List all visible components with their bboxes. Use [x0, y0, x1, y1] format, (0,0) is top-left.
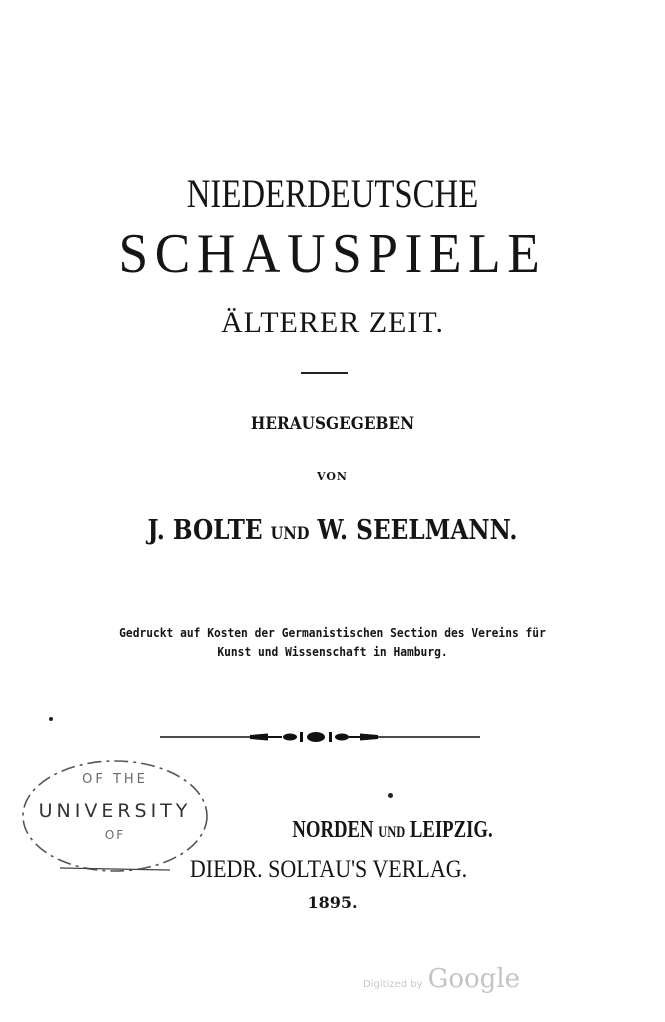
von-label: VON [317, 470, 348, 483]
imprint-leipzig: LEIPZIG. [409, 817, 493, 843]
imprint-year: 1895. [307, 893, 358, 912]
title-line-2: SCHAUSPIELE [118, 223, 547, 285]
title-line-1: NIEDERDEUTSCHE [186, 171, 479, 216]
short-divider-rule [301, 372, 348, 374]
stamp-text-line-2: UNIVERSITY [38, 800, 192, 822]
author-bolte: J. BOLTE [147, 515, 263, 546]
watermark-digitized-by: Digitized by [363, 979, 423, 990]
authors-und: UND [270, 524, 310, 544]
title-line-3: ÄLTERER ZEIT. [221, 306, 444, 339]
printing-note-line-2: Kunst und Wissenschaft in Hamburg. [217, 644, 448, 659]
imprint-publisher: DIEDR. SOLTAU'S VERLAG. [189, 856, 468, 883]
imprint-place [133, 817, 652, 844]
stamp-text-line-3: OF [104, 828, 126, 842]
google-digitized-watermark [363, 964, 520, 994]
authors-line [47, 515, 619, 546]
imprint-und: UND [378, 824, 406, 841]
imprint-norden: NORDEN [292, 817, 374, 843]
printing-note-line-1: Gedruckt auf Kosten der Germanistischen Section des Vereins für [119, 625, 546, 640]
watermark-google: Google [427, 964, 521, 994]
stamp-text-line-1: OF THE [82, 772, 148, 787]
ink-speck [388, 793, 393, 798]
herausgegeben-label: HERAUSGEGEBEN [250, 414, 415, 434]
author-seelmann: W. SEELMANN. [317, 515, 518, 546]
ink-speck [49, 717, 53, 721]
ornamental-rule [160, 728, 480, 746]
